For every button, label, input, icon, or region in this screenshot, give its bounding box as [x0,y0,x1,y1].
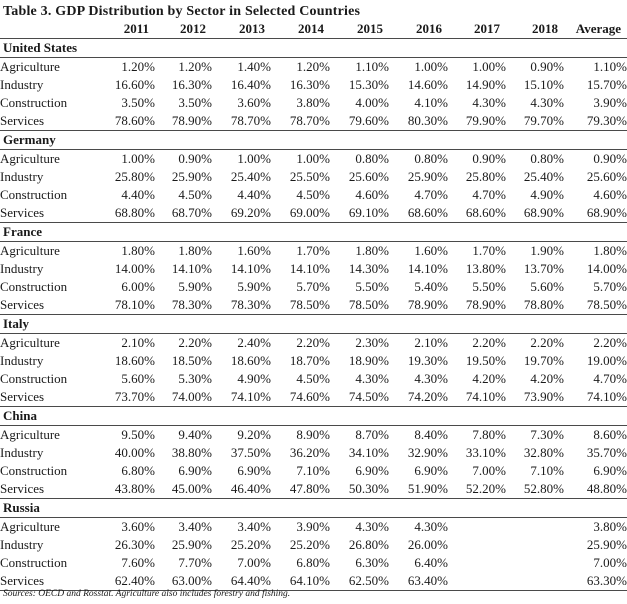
value-cell [506,554,564,572]
value-cell [506,518,564,537]
value-cell: 6.90% [178,463,212,478]
sector-label: Construction [0,95,68,110]
value-cell: 5.40% [414,279,448,294]
value-cell: 52.20% [465,481,506,496]
table-row [0,112,627,131]
value-cell: 78.90% [465,297,506,312]
table-row [0,204,627,223]
value-cell: 14.10% [230,261,271,276]
value-cell: 4.70% [414,187,448,202]
sector-label: Services [0,481,45,496]
value-cell: 19.50% [465,353,506,368]
value-cell: 79.70% [523,113,564,128]
value-cell: 9.40% [178,427,212,442]
value-cell: 4.70% [472,187,506,202]
value-cell: 4.70% [593,371,627,386]
value-cell: 6.90% [414,463,448,478]
table-row [0,536,627,554]
value-cell: 68.90% [586,205,627,220]
value-cell: 6.90% [237,463,271,478]
value-cell: 25.20% [230,537,271,552]
country-name: United States [0,39,627,58]
table-row [0,76,627,94]
value-cell: 16.60% [114,77,155,92]
sector-label: Industry [0,261,44,276]
table-row [0,186,627,204]
value-cell: 4.90% [530,187,564,202]
value-cell: 74.20% [407,389,448,404]
value-cell: 78.60% [114,113,155,128]
value-cell: 7.10% [530,463,564,478]
sector-label: Industry [0,537,44,552]
value-cell: 78.80% [523,297,564,312]
value-cell: 7.00% [237,555,271,570]
column-header: 2011 [95,20,155,39]
value-cell: 25.90% [171,537,212,552]
value-cell: 4.10% [414,95,448,110]
value-cell: 1.20% [121,59,155,74]
value-cell: 4.30% [530,95,564,110]
value-cell: 26.80% [348,537,389,552]
value-cell: 69.00% [289,205,330,220]
value-cell: 3.90% [296,519,330,534]
value-cell: 74.60% [289,389,330,404]
sector-label: Industry [0,169,44,184]
table-row [0,572,627,591]
sector-label: Agriculture [0,151,60,166]
value-cell: 14.00% [586,261,627,276]
value-cell: 78.90% [171,113,212,128]
value-cell: 25.90% [586,537,627,552]
country-name: China [0,407,627,426]
country-header-row [0,315,627,334]
value-cell: 1.10% [593,59,627,74]
value-cell: 25.20% [289,537,330,552]
table-row [0,370,627,388]
value-cell: 25.60% [586,169,627,184]
value-cell: 7.60% [121,555,155,570]
value-cell: 74.10% [465,389,506,404]
value-cell: 69.10% [348,205,389,220]
value-cell [506,536,564,554]
value-cell: 16.40% [230,77,271,92]
value-cell: 0.80% [414,151,448,166]
value-cell: 69.20% [230,205,271,220]
value-cell: 8.90% [296,427,330,442]
value-cell: 0.80% [530,151,564,166]
value-cell: 78.10% [114,297,155,312]
table-body [0,39,627,591]
value-cell: 14.00% [114,261,155,276]
value-cell: 2.20% [472,335,506,350]
value-cell: 33.10% [465,445,506,460]
value-cell: 0.90% [593,151,627,166]
sector-label: Agriculture [0,427,60,442]
value-cell: 18.70% [289,353,330,368]
value-cell: 3.90% [593,95,627,110]
value-cell: 4.60% [355,187,389,202]
value-cell: 32.80% [523,445,564,460]
source-note: Sources: OECD and Rosstat. Agriculture also includes forestry and fishing. [3,589,291,599]
value-cell: 40.00% [114,445,155,460]
value-cell: 46.40% [230,481,271,496]
value-cell: 78.30% [171,297,212,312]
sector-label: Construction [0,371,68,386]
value-cell: 1.20% [296,59,330,74]
value-cell: 4.30% [414,519,448,534]
value-cell: 45.00% [171,481,212,496]
value-cell: 2.10% [121,335,155,350]
table-row [0,426,627,445]
value-cell: 1.60% [237,243,271,258]
value-cell: 19.70% [523,353,564,368]
value-cell: 6.80% [121,463,155,478]
table-row [0,444,627,462]
value-cell: 16.30% [171,77,212,92]
value-cell: 2.20% [530,335,564,350]
sector-label: Agriculture [0,59,60,74]
value-cell: 4.00% [355,95,389,110]
table-row [0,296,627,315]
table-row [0,58,627,77]
value-cell [506,572,564,591]
column-header: 2017 [448,20,506,39]
value-cell: 6.40% [414,555,448,570]
sector-label: Services [0,572,95,591]
sector-label: Industry [0,353,44,368]
table-row [0,518,627,537]
table-row [0,150,627,169]
value-cell: 1.00% [121,151,155,166]
country-header-row [0,39,627,58]
value-cell: 74.10% [230,389,271,404]
sector-label: Industry [0,445,44,460]
country-name: Italy [0,315,627,334]
value-cell: 7.30% [530,427,564,442]
sector-label: Construction [0,279,68,294]
value-cell: 2.10% [414,335,448,350]
sector-label: Agriculture [0,335,60,350]
value-cell: 47.80% [289,481,330,496]
table-row [0,94,627,112]
value-cell: 1.00% [414,59,448,74]
value-cell: 7.70% [178,555,212,570]
value-cell: 6.00% [121,279,155,294]
column-header: 2015 [330,20,389,39]
value-cell: 25.90% [407,169,448,184]
column-header: 2018 [506,20,564,39]
sector-label: Services [0,389,45,404]
value-cell: 68.60% [465,205,506,220]
value-cell: 19.30% [407,353,448,368]
value-cell: 25.60% [348,169,389,184]
value-cell: 62.40% [95,572,155,591]
value-cell: 26.00% [407,537,448,552]
value-cell: 5.70% [593,279,627,294]
value-cell: 14.10% [407,261,448,276]
value-cell: 5.90% [237,279,271,294]
column-header: 2016 [389,20,448,39]
value-cell: 8.60% [593,427,627,442]
value-cell: 14.30% [348,261,389,276]
value-cell: 0.90% [472,151,506,166]
value-cell: 35.70% [586,445,627,460]
value-cell: 1.10% [355,59,389,74]
value-cell: 80.30% [407,113,448,128]
value-cell: 74.50% [348,389,389,404]
column-header: 2014 [271,20,330,39]
sector-label: Services [0,205,45,220]
sector-label: Industry [0,77,44,92]
value-cell: 2.20% [178,335,212,350]
table-row [0,480,627,499]
value-cell: 2.30% [355,335,389,350]
value-cell: 78.70% [230,113,271,128]
value-cell: 4.30% [414,371,448,386]
value-cell: 4.30% [355,519,389,534]
value-cell: 1.80% [593,243,627,258]
value-cell: 13.70% [523,261,564,276]
value-cell: 1.20% [178,59,212,74]
value-cell: 63.30% [564,572,627,591]
value-cell: 4.20% [472,371,506,386]
value-cell: 6.90% [593,463,627,478]
country-header-row [0,407,627,426]
value-cell: 52.80% [523,481,564,496]
value-cell: 7.00% [593,555,627,570]
value-cell: 6.80% [296,555,330,570]
value-cell: 1.00% [237,151,271,166]
value-cell: 1.90% [530,243,564,258]
value-cell: 73.90% [523,389,564,404]
value-cell: 4.50% [178,187,212,202]
country-name: Russia [0,499,627,518]
value-cell [448,554,506,572]
value-cell: 16.30% [289,77,330,92]
value-cell: 15.30% [348,77,389,92]
value-cell: 5.50% [355,279,389,294]
sector-label: Construction [0,555,68,570]
value-cell: 1.80% [121,243,155,258]
value-cell: 43.80% [114,481,155,496]
value-cell: 8.70% [355,427,389,442]
value-cell: 78.50% [586,297,627,312]
value-cell: 62.50% [330,572,389,591]
table-row [0,278,627,296]
value-cell [448,518,506,537]
value-cell: 78.50% [348,297,389,312]
table-row [0,554,627,572]
value-cell: 64.40% [212,572,271,591]
value-cell: 7.80% [472,427,506,442]
value-cell: 4.20% [530,371,564,386]
value-cell: 5.90% [178,279,212,294]
value-cell: 4.40% [237,187,271,202]
value-cell: 4.60% [593,187,627,202]
value-cell: 25.50% [289,169,330,184]
country-header-row [0,223,627,242]
country-header-row [0,499,627,518]
country-name: France [0,223,627,242]
table-row [0,352,627,370]
value-cell: 0.90% [178,151,212,166]
value-cell: 3.60% [237,95,271,110]
value-cell: 1.00% [472,59,506,74]
sector-label: Agriculture [0,519,60,534]
column-header: 2012 [155,20,212,39]
value-cell: 5.60% [530,279,564,294]
value-cell: 3.40% [178,519,212,534]
value-cell: 14.60% [407,77,448,92]
value-cell: 7.00% [472,463,506,478]
table-row [0,242,627,261]
value-cell: 78.90% [407,297,448,312]
table-row [0,334,627,353]
value-cell: 14.90% [465,77,506,92]
value-cell: 15.10% [523,77,564,92]
value-cell: 74.00% [171,389,212,404]
sector-label: Agriculture [0,243,60,258]
value-cell: 18.50% [171,353,212,368]
value-cell: 2.40% [237,335,271,350]
value-cell: 74.10% [586,389,627,404]
value-cell: 25.80% [114,169,155,184]
sector-label: Construction [0,463,68,478]
column-header: Average [564,20,627,39]
sector-label: Construction [0,187,68,202]
header-row [0,20,627,39]
value-cell: 9.50% [121,427,155,442]
value-cell: 3.80% [296,95,330,110]
value-cell: 19.00% [586,353,627,368]
value-cell: 79.90% [465,113,506,128]
value-cell: 13.80% [465,261,506,276]
value-cell: 2.20% [593,335,627,350]
value-cell: 4.30% [355,371,389,386]
value-cell: 6.90% [355,463,389,478]
value-cell: 73.70% [114,389,155,404]
value-cell: 1.70% [296,243,330,258]
table-row [0,388,627,407]
value-cell: 5.50% [472,279,506,294]
value-cell: 1.80% [178,243,212,258]
value-cell: 25.90% [171,169,212,184]
value-cell: 3.50% [121,95,155,110]
table-row [0,260,627,278]
value-cell: 38.80% [171,445,212,460]
value-cell: 63.00% [155,572,212,591]
value-cell: 8.40% [414,427,448,442]
value-cell: 15.70% [586,77,627,92]
value-cell: 32.90% [407,445,448,460]
value-cell: 4.30% [472,95,506,110]
sector-label: Services [0,113,45,128]
value-cell: 78.70% [289,113,330,128]
value-cell: 34.10% [348,445,389,460]
value-cell: 25.40% [523,169,564,184]
column-header: 2013 [212,20,271,39]
value-cell: 5.60% [121,371,155,386]
table-title: Table 3. GDP Distribution by Sector in Selected Countries [3,4,361,19]
value-cell: 6.30% [355,555,389,570]
value-cell: 51.90% [407,481,448,496]
value-cell: 79.30% [586,113,627,128]
value-cell: 18.90% [348,353,389,368]
value-cell: 5.70% [296,279,330,294]
value-cell: 68.70% [171,205,212,220]
value-cell: 79.60% [348,113,389,128]
value-cell: 2.20% [296,335,330,350]
value-cell: 0.80% [355,151,389,166]
value-cell: 7.10% [296,463,330,478]
country-header-row [0,131,627,150]
value-cell: 3.60% [121,519,155,534]
value-cell [448,572,506,591]
sector-label: Services [0,297,45,312]
value-cell: 68.60% [407,205,448,220]
value-cell: 37.50% [230,445,271,460]
value-cell: 78.30% [230,297,271,312]
value-cell: 3.80% [593,519,627,534]
value-cell: 63.40% [389,572,448,591]
value-cell: 25.40% [230,169,271,184]
value-cell: 48.80% [586,481,627,496]
value-cell: 3.50% [178,95,212,110]
gdp-table [0,20,627,591]
value-cell: 25.80% [465,169,506,184]
value-cell: 68.80% [114,205,155,220]
value-cell: 4.50% [296,187,330,202]
value-cell: 50.30% [348,481,389,496]
value-cell: 18.60% [230,353,271,368]
value-cell: 36.20% [289,445,330,460]
header-blank [0,20,95,39]
table-row [0,462,627,480]
value-cell: 68.90% [523,205,564,220]
value-cell: 14.10% [289,261,330,276]
value-cell: 3.40% [237,519,271,534]
value-cell: 1.80% [355,243,389,258]
value-cell: 1.70% [472,243,506,258]
value-cell: 14.10% [171,261,212,276]
value-cell: 9.20% [237,427,271,442]
value-cell: 1.40% [237,59,271,74]
value-cell: 5.30% [178,371,212,386]
country-name: Germany [0,131,627,150]
value-cell: 1.60% [414,243,448,258]
value-cell [448,536,506,554]
value-cell: 1.00% [296,151,330,166]
value-cell: 4.90% [237,371,271,386]
table-row [0,168,627,186]
value-cell: 64.10% [271,572,330,591]
value-cell: 18.60% [114,353,155,368]
value-cell: 78.50% [289,297,330,312]
value-cell: 0.90% [530,59,564,74]
value-cell: 26.30% [114,537,155,552]
value-cell: 4.40% [121,187,155,202]
value-cell: 4.50% [296,371,330,386]
